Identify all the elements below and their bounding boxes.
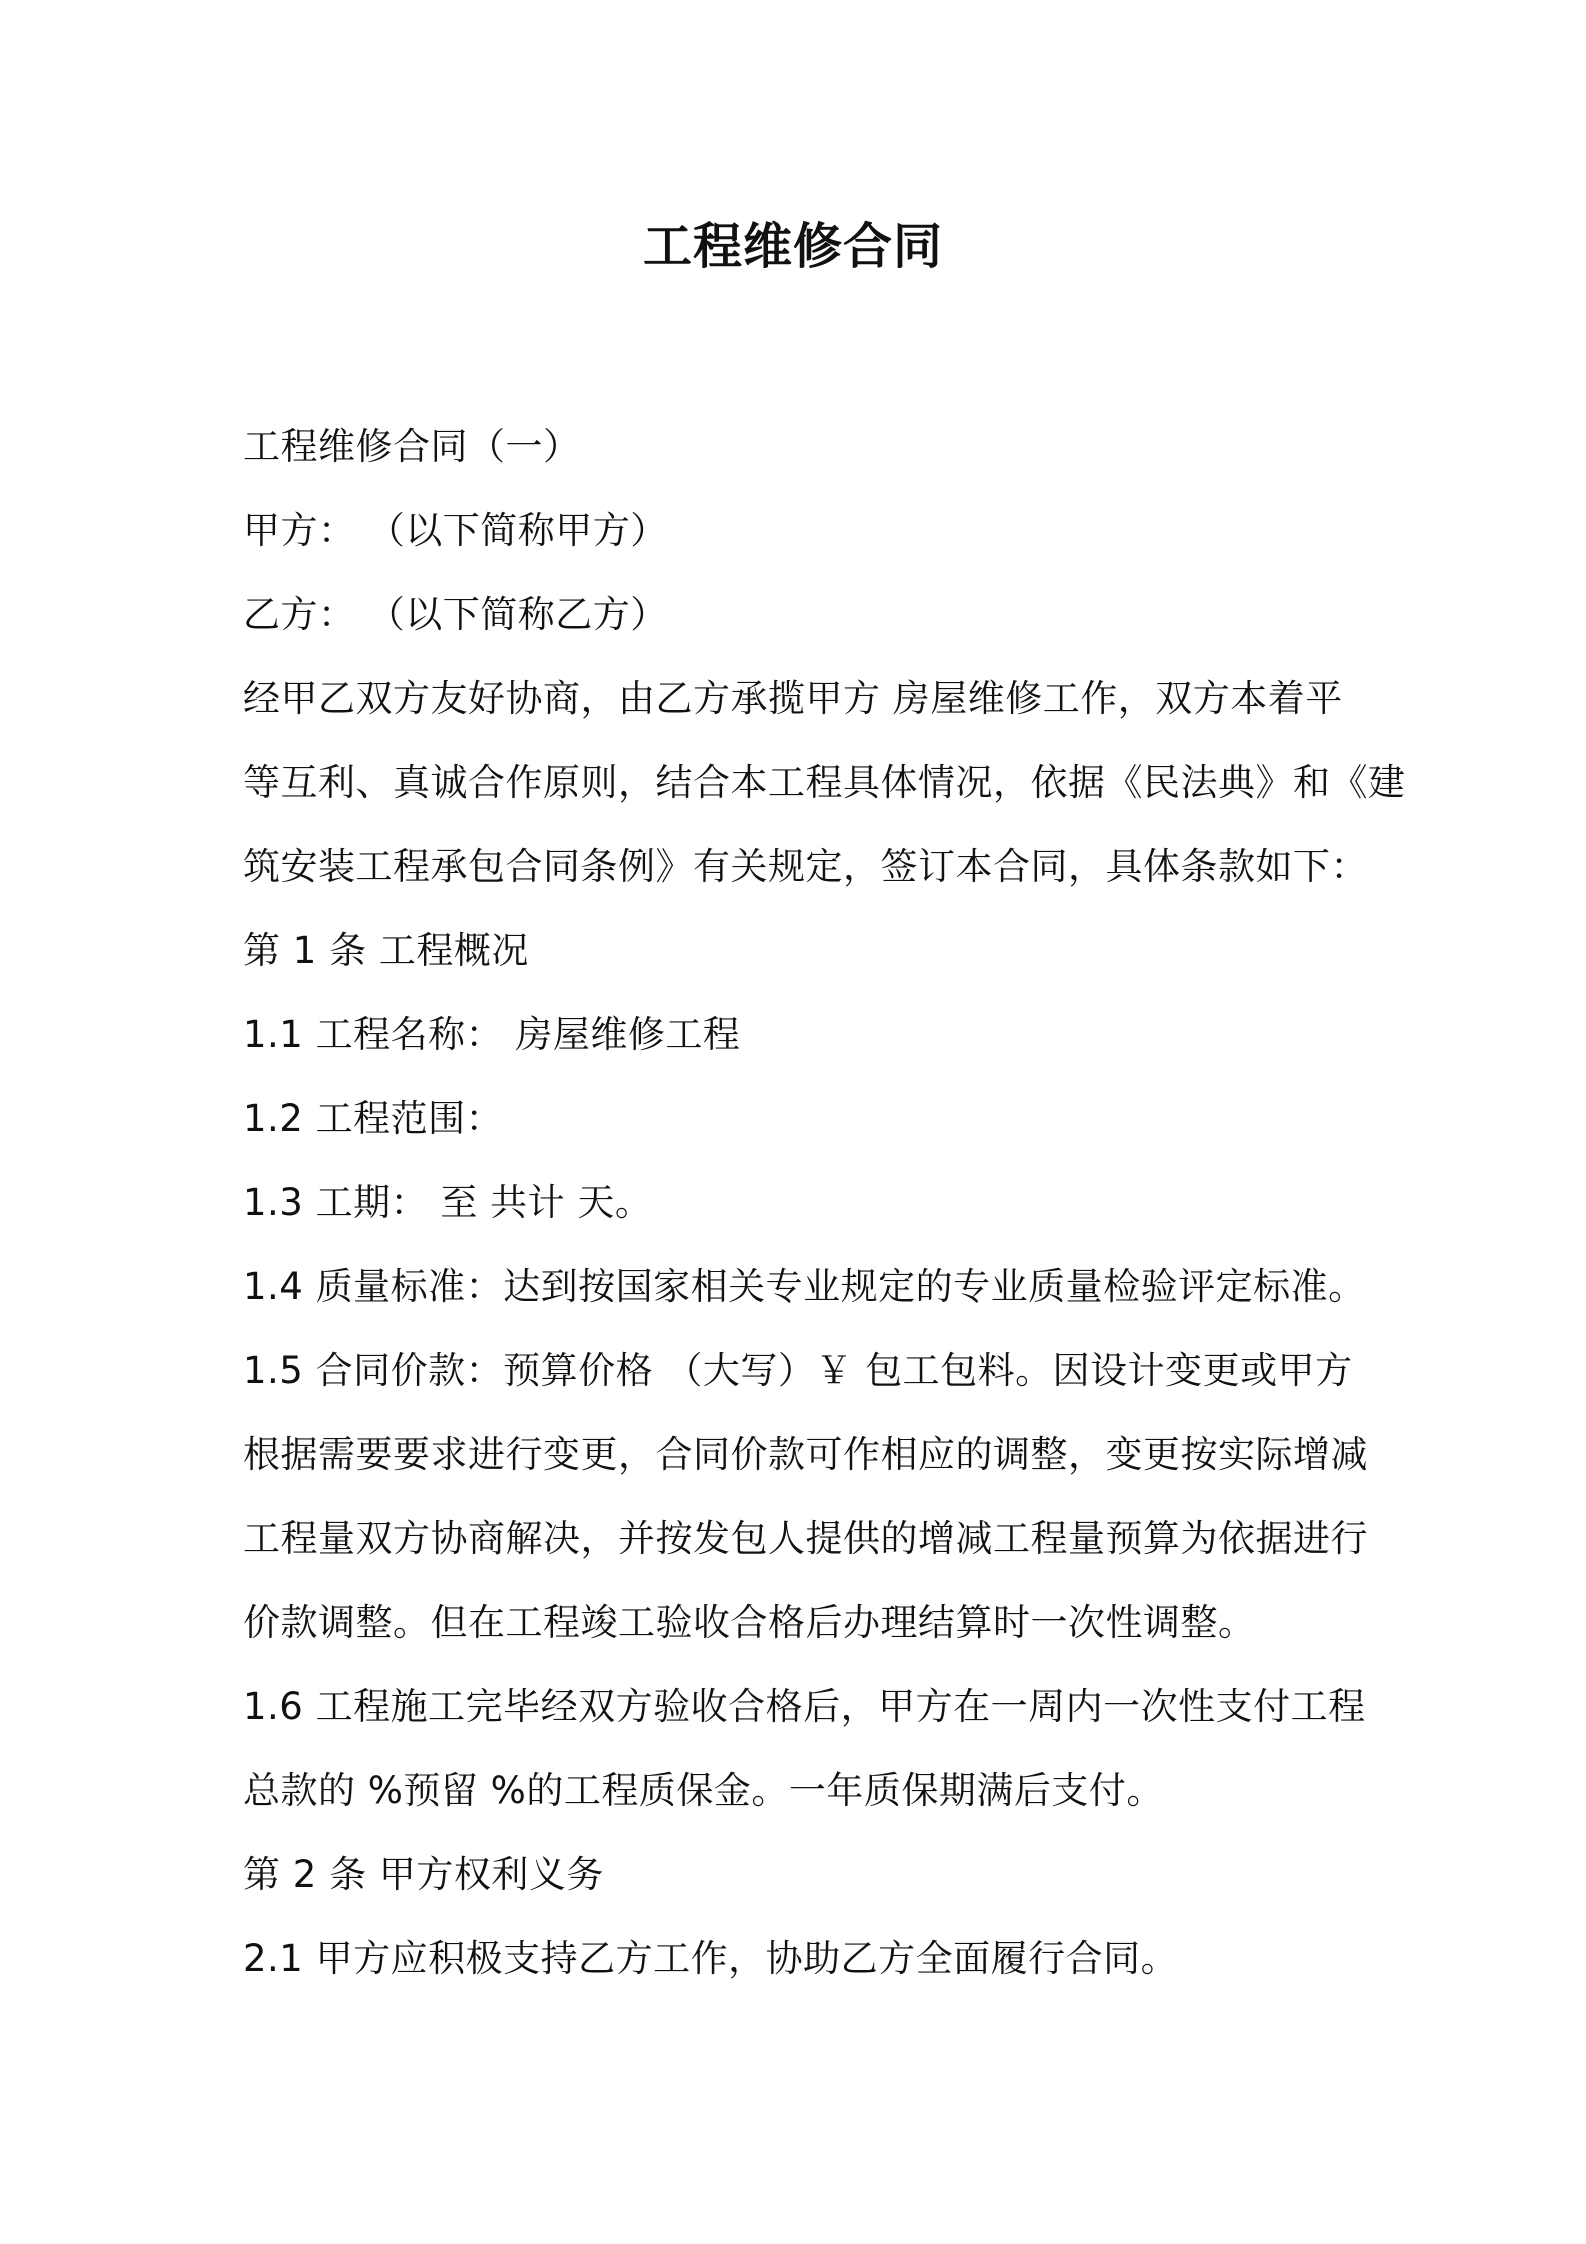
clause-line: 1.3 工期： 至 共计 天。	[243, 1181, 653, 1224]
clause-line: 1.5 合同价款：预算价格 （大写）￥ 包工包料。因设计变更或甲方	[243, 1349, 1353, 1392]
article-heading: 第 1 条 工程概况	[243, 929, 529, 972]
article-heading: 第 2 条 甲方权利义务	[243, 1853, 604, 1896]
clause-line: 1.1 工程名称： 房屋维修工程	[243, 1013, 741, 1056]
clause-line: 1.2 工程范围：	[243, 1097, 504, 1140]
clause-line: 工程量双方协商解决，并按发包人提供的增减工程量预算为依据进行	[243, 1517, 1368, 1560]
document-title: 工程维修合同	[642, 218, 943, 275]
preamble-line: 筑安装工程承包合同条例》有关规定，签订本合同，具体条款如下：	[243, 845, 1368, 888]
section-heading: 工程维修合同（一）	[243, 425, 581, 468]
clause-line: 1.4 质量标准：达到按国家相关专业规定的专业质量检验评定标准。	[243, 1265, 1366, 1308]
preamble-line: 经甲乙双方友好协商，由乙方承揽甲方 房屋维修工作，双方本着平	[243, 677, 1343, 720]
document-body	[243, 405, 1406, 2001]
party-a-line: 甲方： （以下简称甲方）	[243, 509, 668, 552]
preamble-line: 等互利、真诚合作原则，结合本工程具体情况，依据《民法典》和《建	[243, 761, 1406, 804]
clause-line: 2.1 甲方应积极支持乙方工作，协助乙方全面履行合同。	[243, 1937, 1179, 1980]
clause-line: 根据需要要求进行变更，合同价款可作相应的调整，变更按实际增减	[243, 1433, 1368, 1476]
clause-line: 总款的 %预留 %的工程质保金。一年质保期满后支付。	[243, 1769, 1164, 1812]
clause-line: 价款调整。但在工程竣工验收合格后办理结算时一次性调整。	[243, 1601, 1256, 1644]
party-b-line: 乙方： （以下简称乙方）	[243, 593, 668, 636]
clause-line: 1.6 工程施工完毕经双方验收合格后，甲方在一周内一次性支付工程	[243, 1685, 1366, 1728]
